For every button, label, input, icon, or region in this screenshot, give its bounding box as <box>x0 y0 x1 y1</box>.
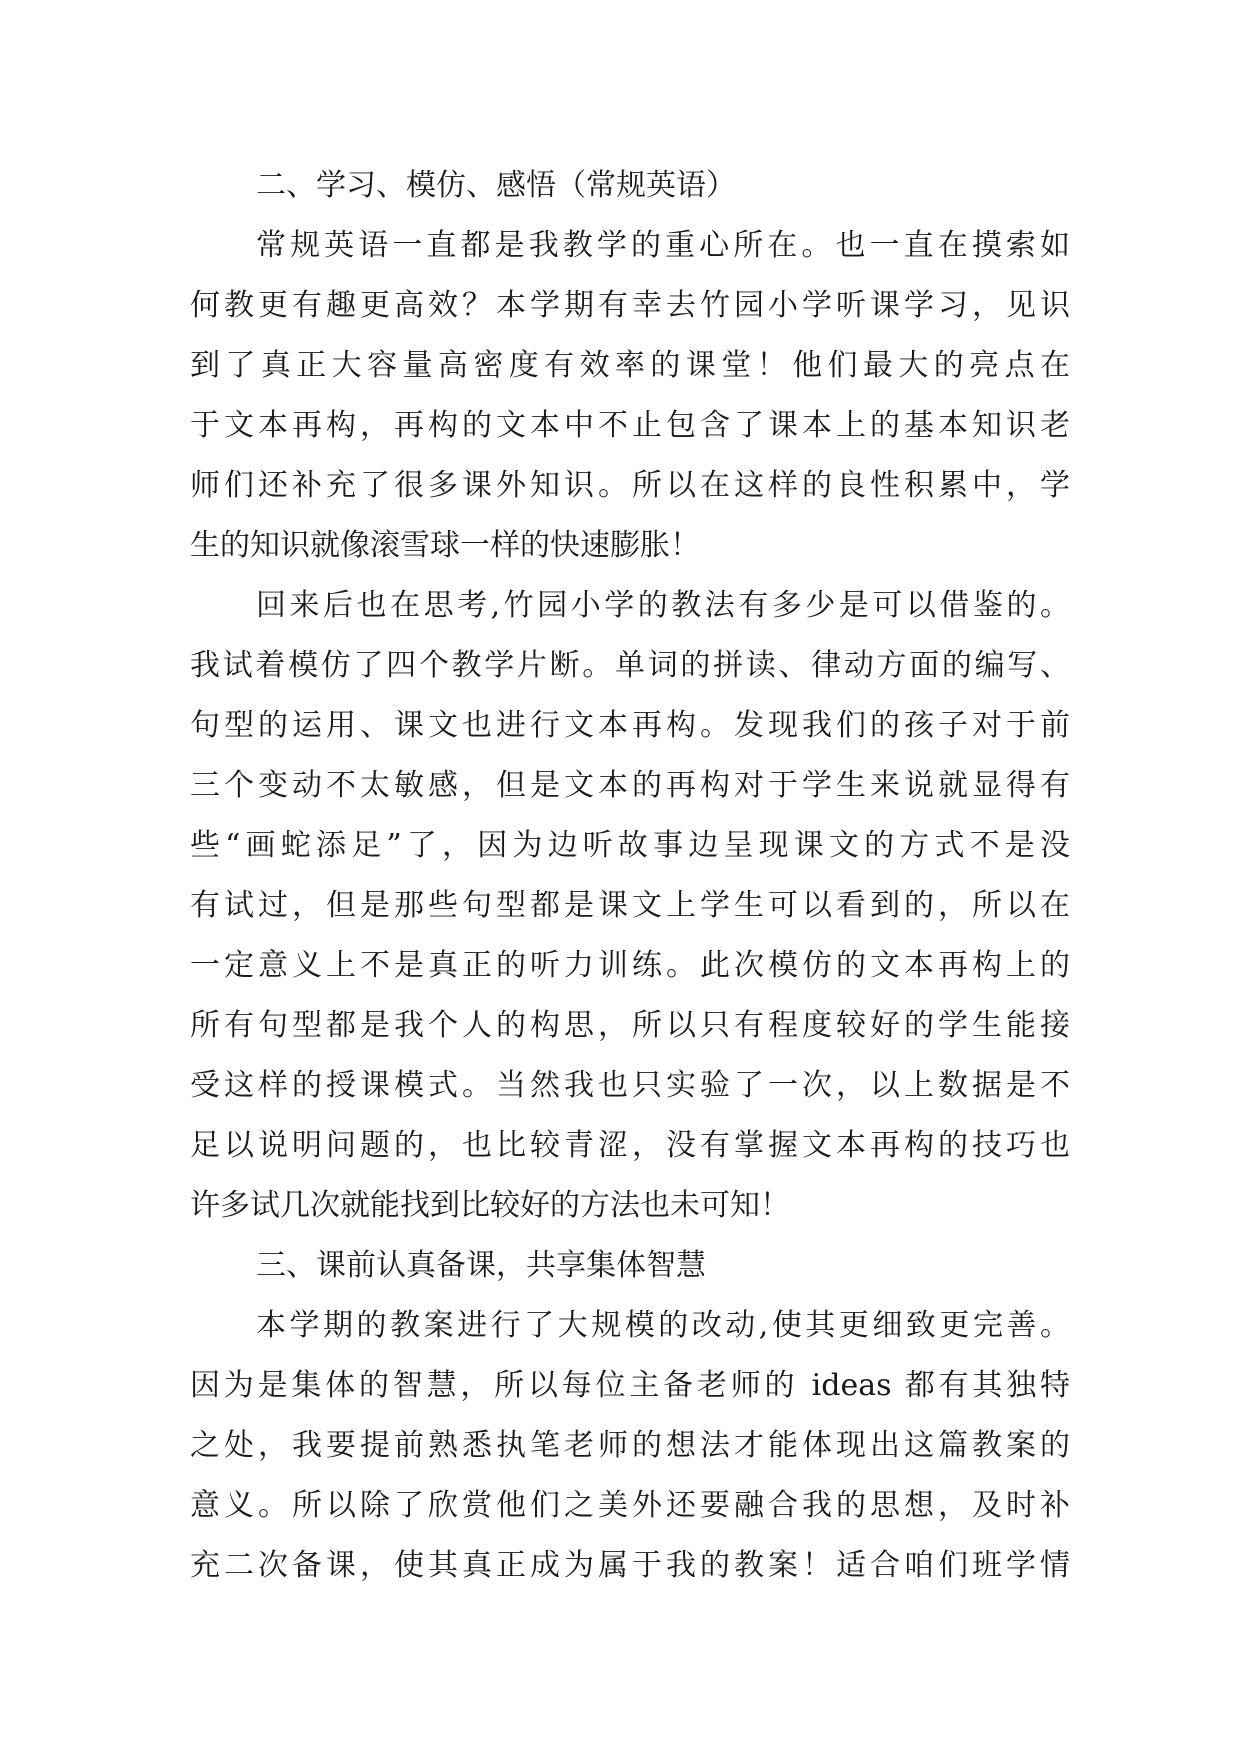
text-line: 足以说明问题的，也比较青涩，没有掌握文本再构的技巧也 <box>190 1128 1070 1163</box>
text-line: 受这样的授课模式。当然我也只实验了一次，以上数据是不 <box>190 1068 1070 1103</box>
text-line: 之处，我要提前熟悉执笔老师的想法才能体现出这篇教案的 <box>190 1428 1070 1463</box>
text-line: 许多试几次就能找到比较好的方法也未可知！ <box>190 1188 790 1223</box>
text-line: 所有句型都是我个人的构思，所以只有程度较好的学生能接 <box>190 1008 1070 1043</box>
document-body <box>190 156 1070 1596</box>
text-line: 三个变动不太敏感，但是文本的再构对于学生来说就显得有 <box>190 768 1070 803</box>
text-line: 何教更有趣更高效？本学期有幸去竹园小学听课学习，见识 <box>190 288 1070 323</box>
text-line: 师们还补充了很多课外知识。所以在这样的良性积累中，学 <box>190 468 1070 503</box>
text-line: 回来后也在思考,竹园小学的教法有多少是可以借鉴的。 <box>256 588 1070 623</box>
text-line: 一定意义上不是真正的听力训练。此次模仿的文本再构上的 <box>190 948 1070 983</box>
text-line: 有试过，但是那些句型都是课文上学生可以看到的，所以在 <box>190 888 1070 923</box>
text-line: 三、课前认真备课，共享集体智慧 <box>256 1248 706 1283</box>
text-line: 生的知识就像滚雪球一样的快速膨胀！ <box>190 528 700 563</box>
text-line: 些“画蛇添足”了，因为边听故事边呈现课文的方式不是没 <box>190 828 1070 863</box>
text-line: 于文本再构，再构的文本中不止包含了课本上的基本知识老 <box>190 408 1070 443</box>
text-line: 二、学习、模仿、感悟（常规英语） <box>256 168 736 203</box>
text-line: 充二次备课，使其真正成为属于我的教案！适合咱们班学情 <box>190 1548 1070 1583</box>
text-line: 意义。所以除了欣赏他们之美外还要融合我的思想，及时补 <box>190 1488 1070 1523</box>
text-line: 我试着模仿了四个教学片断。单词的拼读、律动方面的编写、 <box>190 648 1070 683</box>
text-line: 到了真正大容量高密度有效率的课堂！他们最大的亮点在 <box>190 348 1070 383</box>
text-line: 因为是集体的智慧，所以每位主备老师的 ideas 都有其独特 <box>190 1368 1070 1403</box>
text-line: 本学期的教案进行了大规模的改动,使其更细致更完善。 <box>256 1308 1070 1343</box>
text-line: 句型的运用、课文也进行文本再构。发现我们的孩子对于前 <box>190 708 1070 743</box>
text-line: 常规英语一直都是我教学的重心所在。也一直在摸索如 <box>256 228 1070 263</box>
